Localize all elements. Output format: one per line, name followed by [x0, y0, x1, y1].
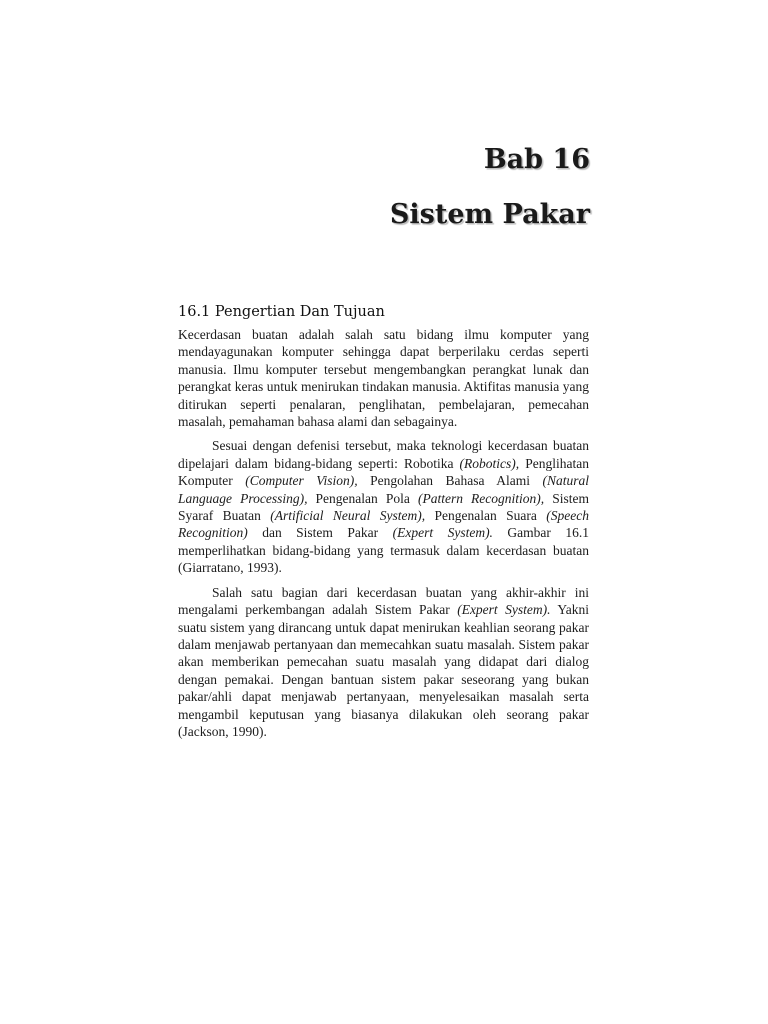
- text-run: Pengolahan Bahasa Alami: [357, 473, 543, 489]
- italic-term: (Expert System).: [457, 602, 551, 618]
- text-run: Sistem Syaraf Buatan: [178, 490, 589, 524]
- body-text: [178, 326, 589, 747]
- paragraph: [178, 584, 589, 741]
- text-run: Kecerdasan buatan adalah salah satu bidang ilmu komputer yang mendayagunakan komputer sehingga dapat berperilaku cerdas seperti manusia. Ilmu komputer tersebut mengembangkan perangkat lunak dan perangkat keras untuk menirukan tindakan manusia. Aktifitas manusia yang ditirukan seperti penalaran, penglihatan, pembelajaran, pemecahan masalah, pemahaman bahasa alami dan sebagainya.: [178, 327, 589, 430]
- text-run: Yakni suatu sistem yang dirancang untuk dapat menirukan keahlian seorang pakar dalam menjawab pertanyaan dan memecahkan suatu masalah. Sistem pakar akan memberikan pemecahan suatu masalah yang didapat dari dialog dengan pemakai. Dengan bantuan sistem pakar seseorang yang bukan pakar/ahli dapat menjawab pertanyaan, menyelesaikan masalah serta mengambil keputusan yang biasanya dilakukan oleh seorang pakar (Jackson, 1990).: [178, 602, 589, 739]
- paragraph: [178, 437, 589, 576]
- paragraph: [178, 326, 589, 430]
- chapter-title: Sistem Pakar: [389, 199, 590, 230]
- text-run: dan Sistem Pakar: [247, 525, 393, 541]
- text-run: Salah satu bagian dari kecerdasan buatan yang akhir-akhir ini mengalami perkembangan adalah Sistem Pakar: [178, 584, 589, 618]
- text-run: Sesuai dengan defenisi tersebut, maka teknologi kecerdasan buatan dipelajari dalam bidang-bidang seperti: Robotika: [178, 438, 589, 471]
- italic-term: (Speech Recognition): [178, 508, 589, 541]
- italic-term: (Expert System).: [392, 525, 493, 541]
- italic-term: (Artificial Neural System),: [270, 508, 426, 524]
- italic-term: (Computer Vision),: [245, 473, 358, 489]
- section-heading: 16.1 Pengertian Dan Tujuan: [178, 304, 385, 320]
- italic-term: (Pattern Recognition),: [417, 490, 545, 506]
- text-run: Pengenalan Suara: [425, 508, 547, 524]
- text-run: Penglihatan Komputer: [178, 455, 589, 489]
- chapter-number: Bab 16: [483, 144, 590, 175]
- italic-term: (Natural Language Processing),: [178, 473, 590, 506]
- text-run: Gambar 16.1 memperlihatkan bidang-bidang yang termasuk dalam kecerdasan buatan (Giarratano, 1993).: [178, 525, 589, 576]
- text-run: Pengenalan Pola: [307, 490, 418, 506]
- italic-term: (Robotics),: [459, 455, 520, 471]
